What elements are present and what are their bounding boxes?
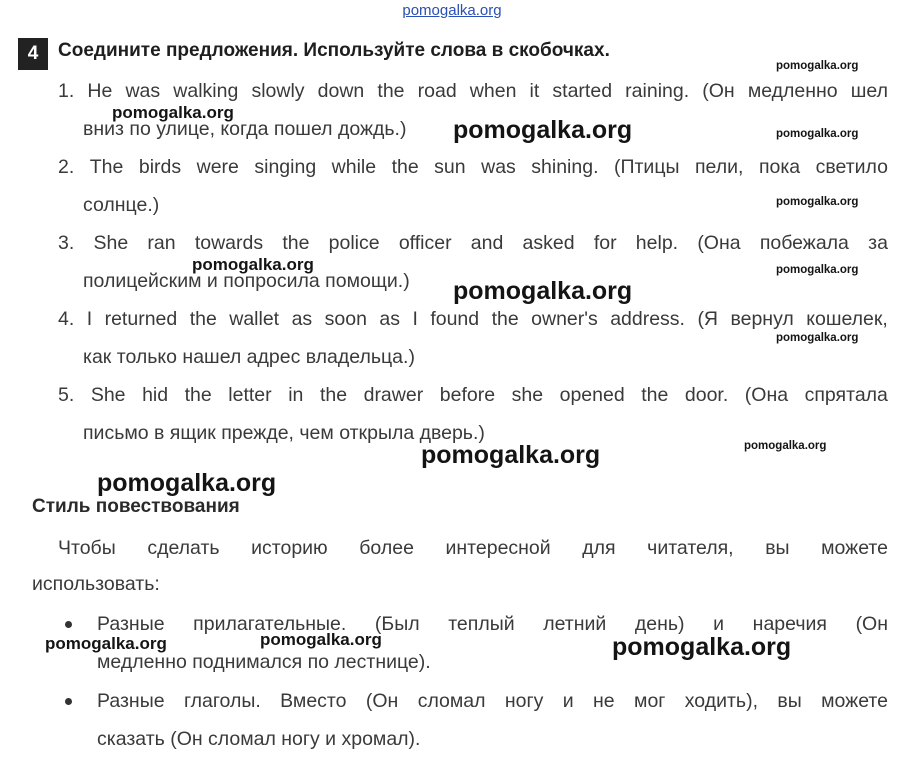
task-number-badge: 4 (18, 38, 48, 70)
word: returned (104, 308, 178, 330)
watermark: pomogalka.org (112, 103, 234, 122)
bullet-2-line-1 (97, 690, 888, 713)
item-3-line-1 (58, 232, 888, 255)
watermark: pomogalka.org (453, 277, 633, 305)
site-link[interactable]: pomogalka.org (402, 2, 502, 19)
watermark: pomogalka.org (453, 116, 633, 144)
word: walking (173, 80, 239, 102)
word: 4. (58, 308, 75, 330)
word: road (417, 80, 457, 102)
watermark: pomogalka.org (97, 469, 277, 497)
word: Разные (97, 690, 165, 712)
word: the (184, 384, 212, 406)
word: when (469, 80, 517, 102)
item-1-line-1 (58, 80, 888, 103)
word: (Я (697, 308, 719, 330)
word: hid (142, 384, 169, 406)
word: 5. (58, 384, 75, 406)
word: sun (434, 156, 466, 178)
word: singing (254, 156, 317, 178)
section-intro-line-2: использовать: (32, 573, 160, 595)
section-heading: Стиль повествования (32, 496, 240, 517)
word: более (359, 537, 414, 559)
word: 2. (58, 156, 75, 178)
watermark: pomogalka.org (776, 60, 859, 72)
word: летний (543, 613, 607, 635)
watermark: pomogalka.org (192, 255, 314, 274)
word: вы (777, 690, 802, 712)
word: 1. (58, 80, 75, 102)
word: можете (821, 537, 888, 559)
word: (Она (744, 384, 789, 406)
word: for (593, 232, 617, 254)
word: soon (324, 308, 367, 330)
word: the (319, 384, 348, 406)
word: день) (634, 613, 685, 635)
word: вернул (730, 308, 794, 330)
word: as (291, 308, 313, 330)
word: кошелек, (806, 308, 888, 330)
word: police (328, 232, 380, 254)
bullet-dot (65, 621, 72, 628)
word: door. (684, 384, 729, 406)
word: (Был (374, 613, 420, 635)
word: asked (522, 232, 575, 254)
word: as (379, 308, 400, 330)
word: wallet (229, 308, 280, 330)
word: глаголы. (183, 690, 261, 712)
task-title: Соедините предложения. Используйте слова в скобочках. (58, 40, 610, 61)
word: ходить), (684, 690, 759, 712)
word: пока (758, 156, 801, 178)
word: мог (634, 690, 666, 712)
watermark: pomogalka.org (260, 630, 382, 649)
word: ran (147, 232, 176, 254)
word: побежала (759, 232, 849, 254)
word: Разные (97, 613, 165, 635)
word: шел (850, 80, 888, 102)
word: сделать (147, 537, 220, 559)
word: while (331, 156, 377, 178)
word: help. (635, 232, 679, 254)
word: address. (610, 308, 685, 330)
watermark: pomogalka.org (744, 440, 827, 452)
word: raining. (625, 80, 690, 102)
word: прилагательные. (193, 613, 347, 635)
word: для (582, 537, 616, 559)
watermark: pomogalka.org (45, 634, 167, 653)
watermark: pomogalka.org (776, 196, 859, 208)
word: и (713, 613, 725, 635)
word: the (189, 308, 217, 330)
watermark: pomogalka.org (421, 441, 601, 469)
word: was (481, 156, 516, 178)
item-1-line-2: вниз по улице, когда пошел дождь.) (83, 118, 407, 140)
item-4-line-2: как только нашел адрес владельца.) (83, 346, 415, 368)
watermark: pomogalka.org (776, 128, 859, 140)
word: it (529, 80, 540, 102)
word: можете (821, 690, 888, 712)
word: I (412, 308, 418, 330)
section-intro-line-1 (58, 537, 888, 560)
item-5-line-1 (58, 384, 888, 407)
word: before (439, 384, 496, 406)
item-3-line-2: полицейским и попросила помощи.) (83, 270, 410, 292)
word: slowly (251, 80, 305, 102)
word: светило (815, 156, 888, 178)
word: He (87, 80, 113, 102)
word: The (89, 156, 124, 178)
word: интересной (445, 537, 551, 559)
word: (Он (365, 690, 399, 712)
word: She (90, 384, 126, 406)
word: медленно (747, 80, 838, 102)
item-5-line-2: письмо в ящик прежде, чем открыла дверь.) (83, 422, 485, 444)
word: in (288, 384, 304, 406)
word: drawer (363, 384, 424, 406)
word: сломал (417, 690, 486, 712)
word: 3. (58, 232, 75, 254)
word: the (377, 80, 405, 102)
word: shining. (531, 156, 599, 178)
word: (Она (697, 232, 741, 254)
item-2-line-1 (58, 156, 888, 179)
word: читателя, (647, 537, 734, 559)
word: letter (228, 384, 272, 406)
word: Вместо (280, 690, 347, 712)
bullet-1-line-2: медленно поднимался по лестнице). (97, 651, 431, 673)
word: (Птицы (613, 156, 680, 178)
word: down (317, 80, 365, 102)
bullet-2-line-2: сказать (Он сломал ногу и хромал). (97, 728, 421, 750)
word: and (470, 232, 504, 254)
bullet-dot (65, 698, 72, 705)
word: теплый (448, 613, 515, 635)
word: She (93, 232, 129, 254)
watermark: pomogalka.org (612, 633, 792, 661)
word: officer (398, 232, 452, 254)
word: was (125, 80, 161, 102)
word: спрятала (804, 384, 888, 406)
item-4-line-1 (58, 308, 888, 331)
word: I (86, 308, 93, 330)
watermark: pomogalka.org (776, 264, 859, 276)
word: не (593, 690, 615, 712)
word: ногу (504, 690, 544, 712)
word: found (430, 308, 480, 330)
word: opened (559, 384, 625, 406)
word: Чтобы (58, 537, 116, 559)
word: started (552, 80, 613, 102)
word: were (196, 156, 239, 178)
word: историю (251, 537, 328, 559)
item-2-line-2: солнце.) (83, 194, 160, 216)
word: the (491, 308, 519, 330)
word: the (641, 384, 669, 406)
word: the (391, 156, 419, 178)
word: the (282, 232, 310, 254)
watermark: pomogalka.org (776, 332, 859, 344)
word: и (562, 690, 574, 712)
word: (Он (855, 613, 888, 635)
word: пели, (695, 156, 744, 178)
word: (Он (702, 80, 735, 102)
word: towards (194, 232, 264, 254)
word: наречия (752, 613, 827, 635)
word: за (868, 232, 888, 254)
word: owner's (531, 308, 598, 330)
word: вы (765, 537, 790, 559)
word: birds (138, 156, 182, 178)
word: she (511, 384, 544, 406)
